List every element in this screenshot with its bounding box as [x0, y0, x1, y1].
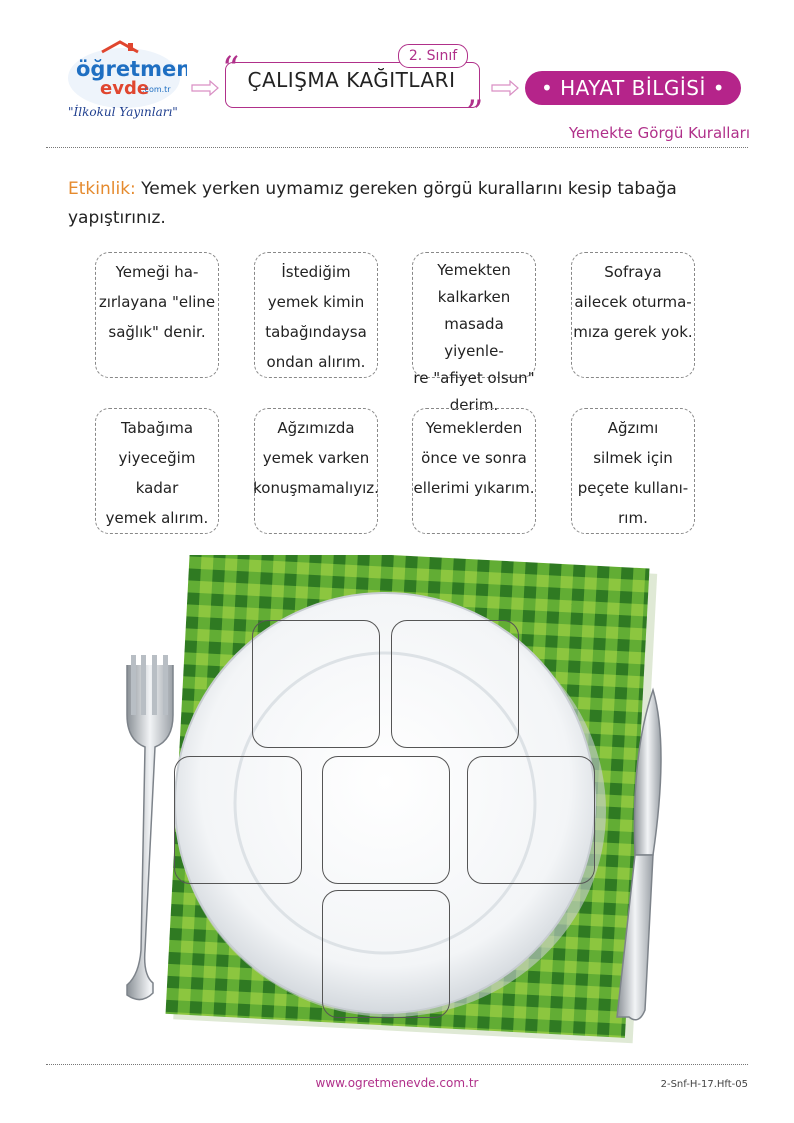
subject-badge: • HAYAT BİLGİSİ •: [525, 71, 741, 105]
grade-badge: 2. Sınıf: [398, 44, 468, 68]
instruction: [68, 175, 718, 233]
paste-slot[interactable]: [252, 620, 380, 748]
logo: [62, 40, 187, 125]
instruction-label: Etkinlik:: [68, 179, 136, 199]
rule-card[interactable]: [412, 252, 536, 414]
footer-url[interactable]: www.ogretmenevde.com.tr: [315, 1076, 479, 1090]
logo-text-1: öğretmen: [76, 57, 187, 81]
rule-card[interactable]: [571, 252, 695, 378]
rule-card-text: Ağzımı silmek için peçete kullanı- rım.: [577, 419, 689, 527]
rule-card-text: Tabağıma yiyeceğim kadar yemek alırım.: [105, 419, 209, 527]
footer-code: 2-Snf-H-17.Hft-05: [660, 1079, 748, 1090]
rule-card-text: Yemekten kalkarken masada yiyenle- re "afiyet olsun" derim.: [413, 261, 535, 414]
rule-card[interactable]: [412, 408, 536, 534]
paste-slot[interactable]: [322, 756, 450, 884]
logo-text-2: evde: [100, 78, 150, 99]
paste-slot[interactable]: [467, 756, 595, 884]
rule-card-text: Ağzımızda yemek varken konuşmamalıyız.: [253, 419, 379, 497]
paste-slot[interactable]: [391, 620, 519, 748]
rule-card[interactable]: [254, 252, 378, 378]
divider: [46, 1064, 748, 1065]
rule-card-text: Yemeklerden önce ve sonra ellerimi yıkarım.: [413, 419, 535, 497]
rule-card-text: İstediğim yemek kimin tabağındaysa ondan alırım.: [265, 263, 367, 371]
fork-icon: [127, 655, 173, 1000]
rule-card[interactable]: [95, 408, 219, 534]
instruction-text: Yemek yerken uymamız gereken görgü kurallarını kesip tabağa yapıştırınız.: [68, 179, 677, 228]
rule-card-text: Sofraya ailecek oturma- mıza gerek yok.: [573, 263, 693, 341]
divider: [46, 147, 748, 148]
arrow-icon: [190, 80, 220, 96]
paste-slot[interactable]: [322, 890, 450, 1018]
rule-card[interactable]: [254, 408, 378, 534]
close-quote-icon: ”: [466, 93, 484, 133]
logo-tagline: "İlkokul Yayınları": [68, 105, 178, 119]
rule-card[interactable]: [95, 252, 219, 378]
rule-card-text: Yemeği ha- zırlayana "eline sağlık" denir.: [98, 263, 216, 341]
rule-card[interactable]: [571, 408, 695, 534]
paste-slot[interactable]: [174, 756, 302, 884]
logo-domain: .com.tr: [142, 85, 171, 94]
page-title: ÇALIŞMA KAĞITLARI: [247, 68, 456, 92]
topic-title: Yemekte Görgü Kuralları: [568, 124, 750, 142]
open-quote-icon: “: [222, 49, 240, 89]
arrow-icon: [490, 80, 520, 96]
